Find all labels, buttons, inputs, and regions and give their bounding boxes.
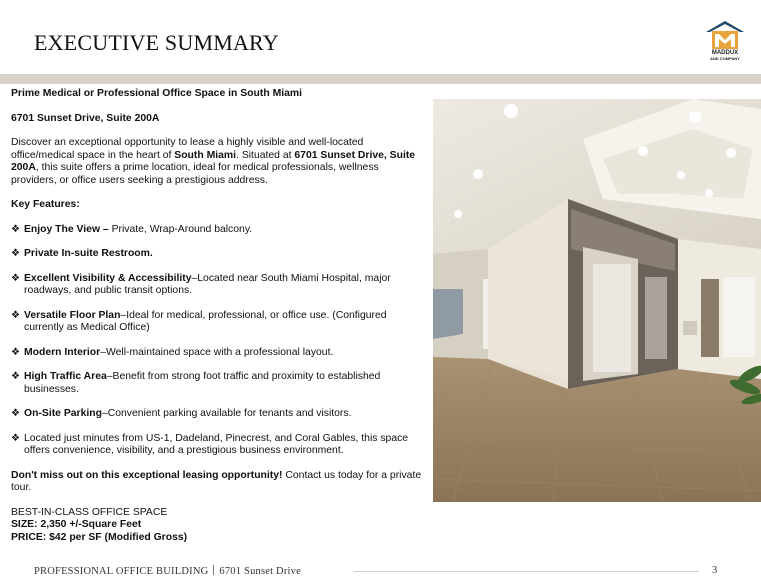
page-number: 3 xyxy=(712,565,718,576)
feature-item: ❖ Private In-suite Restroom. xyxy=(11,248,153,259)
bullet-icon: ❖ xyxy=(11,223,20,235)
spec-price: PRICE: $42 per SF (Modified Gross) xyxy=(11,531,188,543)
feature-item: ❖ Versatile Floor Plan–Ideal for medical, professional, or office use. (Configured currently as Medical Office) xyxy=(11,309,387,333)
footer-rule xyxy=(354,571,699,572)
intro-paragraph: Discover an exceptional opportunity to lease a highly visible and well-located office/medical space in the heart of South Miami. Situated at 6701 Sunset Drive, Suite 200A, this suite offers a prime location, ideal for medical professionals, wellness providers, or office users seeking a prestigious address. xyxy=(11,137,416,186)
features-heading: Key Features: xyxy=(11,199,80,210)
footer-address: 6701 Sunset Drive xyxy=(219,566,301,577)
listing-address: 6701 Sunset Drive, Suite 200A xyxy=(11,112,160,124)
summary-content xyxy=(11,88,424,544)
footer xyxy=(34,565,301,577)
bullet-icon: ❖ xyxy=(11,408,20,419)
feature-item: ❖ Enjoy The View – Private, Wrap-Around balcony. xyxy=(11,223,253,235)
bullet-icon: ❖ xyxy=(11,309,20,321)
bullet-icon: ❖ xyxy=(11,371,20,382)
listing-heading: Prime Medical or Professional Office Space in South Miami xyxy=(11,88,303,99)
bullet-icon: ❖ xyxy=(11,432,20,444)
feature-item: ❖ Excellent Visibility & Accessibility–Located near South Miami Hospital, major roadways, and public transit options. xyxy=(11,272,391,296)
interior-lobby-photo xyxy=(433,99,761,502)
footer-separator xyxy=(213,565,214,575)
spec-class: BEST-IN-CLASS OFFICE SPACE xyxy=(11,506,168,518)
feature-item: ❖ High Traffic Area–Benefit from strong foot traffic and proximity to established businesses. xyxy=(11,371,381,395)
header-band xyxy=(0,74,761,84)
spec-size: SIZE: 2,350 +/-Square Feet xyxy=(11,519,142,530)
bullet-icon: ❖ xyxy=(11,272,20,284)
feature-item: ❖ Modern Interior–Well-maintained space with a professional layout. xyxy=(11,346,334,358)
bullet-icon: ❖ xyxy=(11,346,20,358)
page-title: EXECUTIVE SUMMARY xyxy=(34,30,279,55)
footer-building: PROFESSIONAL OFFICE BUILDING xyxy=(34,566,209,577)
call-to-action: Don't miss out on this exceptional leasing opportunity! Contact us today for a private tour. xyxy=(11,469,422,493)
bullet-icon: ❖ xyxy=(11,248,20,259)
logo-wordmark: MADDUX AND COMPANY xyxy=(710,50,740,61)
feature-item: ❖ Located just minutes from US-1, Dadeland, Pinecrest, and Coral Gables, this space offers convenience, visibility, and a prestigious business environment. xyxy=(11,432,409,456)
feature-item: ❖ On-Site Parking–Convenient parking available for tenants and visitors. xyxy=(11,408,352,419)
